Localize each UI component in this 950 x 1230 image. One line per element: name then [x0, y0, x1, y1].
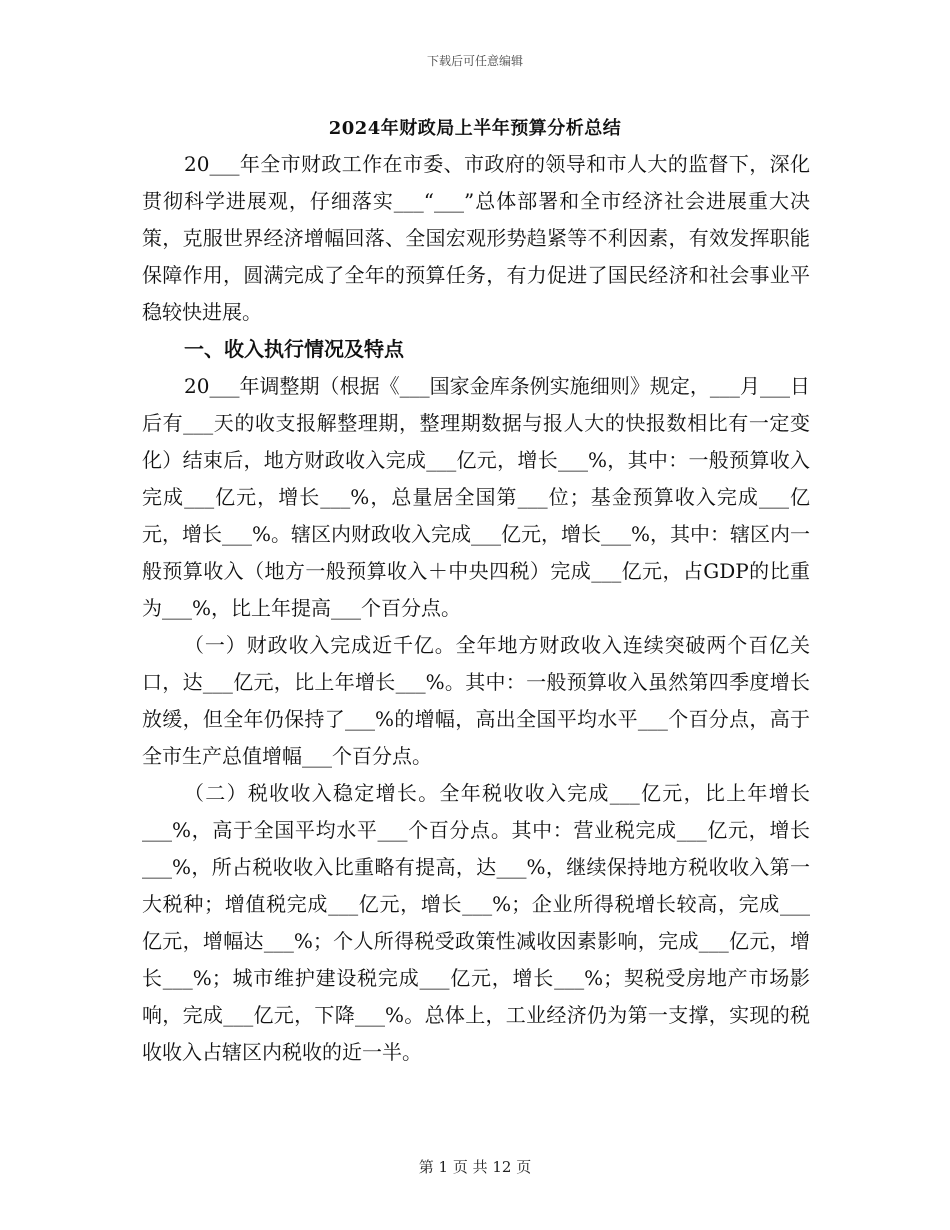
document-body	[142, 146, 810, 1071]
body-paragraph: 20___年调整期（根据《___国家金库条例实施细则》规定，___月___日后有___天的收支报解整理期，整理期数据与报人大的快报数相比有一定变化）结束后，地方财政收入完成___亿元，增长___%，其中：一般预算收入完成___亿元，增长___%，总量居全国第___位；基金预算收入完成___亿元，增长___%。辖区内财政收入完成___亿元，增长___%，其中：辖区内一般预算收入（地方一般预算收入＋中央四税）完成___亿元，占GDP的比重为___%，比上年提高___个百分点。	[142, 374, 811, 620]
header-note: 下载后可任意编辑	[426, 54, 523, 68]
body-paragraph: （一）财政收入完成近千亿。全年地方财政收入连续突破两个百亿关口，达___亿元，比上年增长___%。其中：一般预算收入虽然第四季度增长放缓，但全年仍保持了___%的增幅，高出全国平均水平___个百分点，高于全市生产总值增幅___个百分点。	[142, 633, 810, 768]
intro-paragraph: 20___年全市财政工作在市委、市政府的领导和市人大的监督下，深化贯彻科学进展观，仔细落实___“___”总体部署和全市经济社会进展重大决策，克服世界经济增幅回落、全国宏观形势趋紧等不利因素，有效发挥职能保障作用，圆满完成了全年的预算任务，有力促进了国民经济和社会事业平稳较快进展。	[142, 152, 810, 324]
section-heading: 一、收入执行情况及特点	[184, 337, 404, 361]
document-title: 2024年财政局上半年预算分析总结	[328, 118, 622, 139]
body-paragraph: （二）税收收入稳定增长。全年税收收入完成___亿元，比上年增长___%，高于全国平均水平___个百分点。其中：营业税完成___亿元，增长___%，所占税收收入比重略有提高，达___%，继续保持地方税收收入第一大税种；增值税完成___亿元，增长___%；企业所得税增长较高，完成___亿元，增幅达___%；个人所得税受政策性减收因素影响，完成___亿元，增长___%；城市维护建设税完成___亿元，增长___%；契税受房地产市场影响，完成___亿元，下降___%。总体上，工业经济仍为第一支撑，实现的税收收入占辖区内税收的近一半。	[142, 781, 810, 1064]
page-footer: 第 1 页 共 12 页	[418, 1158, 532, 1176]
